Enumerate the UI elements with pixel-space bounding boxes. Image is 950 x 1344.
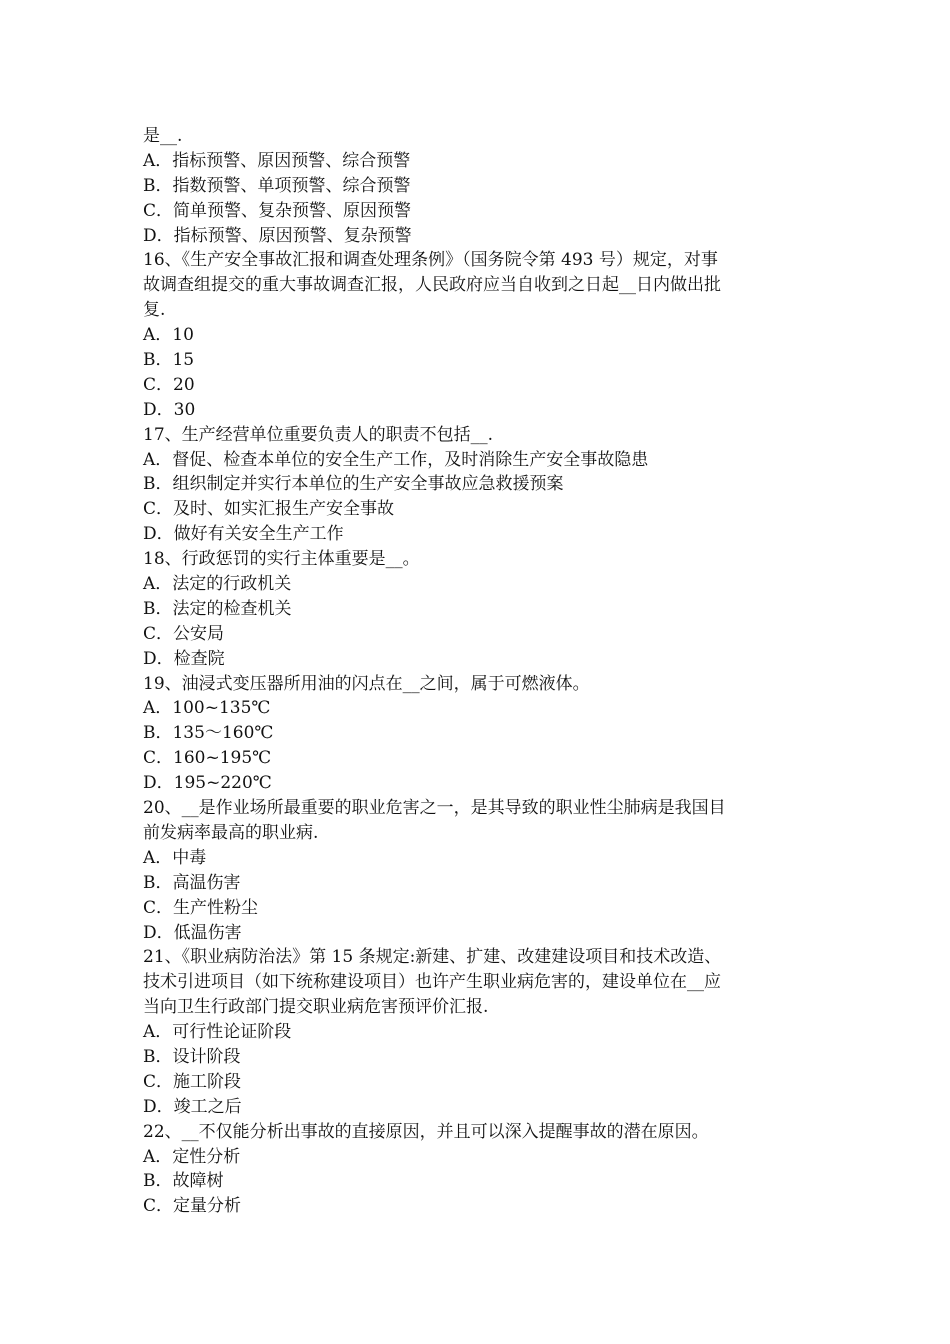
option-line: C．施工阶段	[143, 1071, 242, 1092]
option-line: B．法定的检查机关	[143, 598, 292, 619]
question-21: 21、《职业病防治法》第 15 条规定:新建、扩建、改建建设项目和技术改造、	[143, 947, 722, 968]
text-line: 是__.	[143, 126, 183, 146]
option-line: C．20	[143, 374, 195, 395]
question-22: 22、__不仅能分析出事故的直接原因，并且可以深入提醒事故的潜在原因。	[143, 1121, 709, 1142]
question-20-cont: 前发病率最高的职业病.	[143, 822, 319, 843]
option-line: D．检查院	[143, 648, 225, 669]
question-21-cont: 当向卫生行政部门提交职业病危害预评价汇报.	[143, 997, 489, 1018]
option-line: D．竣工之后	[143, 1096, 242, 1117]
option-line: C．及时、如实汇报生产安全事故	[143, 499, 395, 520]
option-line: D．低温伤害	[143, 922, 242, 943]
option-line: A．定性分析	[143, 1146, 241, 1167]
option-line: B．故障树	[143, 1171, 224, 1192]
option-line: B．组织制定并实行本单位的生产安全事故应急救援预案	[143, 474, 564, 495]
option-line: C．生产性粉尘	[143, 897, 259, 918]
option-line: D．30	[143, 399, 196, 420]
option-line: A．法定的行政机关	[143, 574, 292, 595]
option-line: A．督促、检查本单位的安全生产工作，及时消除生产安全事故隐患	[143, 449, 649, 470]
question-17: 17、生产经营单位重要负责人的职责不包括__.	[143, 424, 494, 445]
document-body	[143, 124, 813, 1219]
option-line: B．高温伤害	[143, 872, 241, 893]
option-line: A．10	[143, 325, 194, 346]
question-16-cont: 故调查组提交的重大事故调查汇报，人民政府应当自收到之日起__日内做出批	[143, 275, 721, 296]
option-line: A．中毒	[143, 847, 207, 868]
option-line: D．做好有关安全生产工作	[143, 524, 344, 545]
question-19: 19、油浸式变压器所用油的闪点在__之间，属于可燃液体。	[143, 673, 590, 694]
question-16: 16、《生产安全事故汇报和调查处理条例》（国务院令第 493 号）规定，对事	[143, 250, 718, 271]
question-18: 18、行政惩罚的实行主体重要是__。	[143, 549, 420, 570]
option-line: C．简单预警、复杂预警、原因预警	[143, 200, 412, 221]
question-21-cont: 技术引进项目（如下统称建设项目）也许产生职业病危害的，建设单位在__应	[143, 972, 721, 993]
option-line: A．指标预警、原因预警、综合预警	[143, 150, 411, 171]
option-line: B．设计阶段	[143, 1046, 241, 1067]
option-line: A．可行性论证阶段	[143, 1022, 292, 1043]
option-line: A．100~135℃	[143, 698, 271, 719]
option-line: B．指数预警、单项预警、综合预警	[143, 175, 411, 196]
option-line: C．定量分析	[143, 1196, 242, 1217]
option-line: B．135～160℃	[143, 723, 274, 744]
option-line: D．指标预警、原因预警、复杂预警	[143, 225, 412, 246]
option-line: D．195~220℃	[143, 773, 272, 794]
option-line: B．15	[143, 350, 195, 371]
question-16-cont: 复.	[143, 300, 166, 321]
question-20: 20、__是作业场所最重要的职业危害之一，是其导致的职业性尘肺病是我国目	[143, 798, 726, 819]
option-line: C．公安局	[143, 623, 225, 644]
option-line: C．160~195℃	[143, 748, 272, 769]
